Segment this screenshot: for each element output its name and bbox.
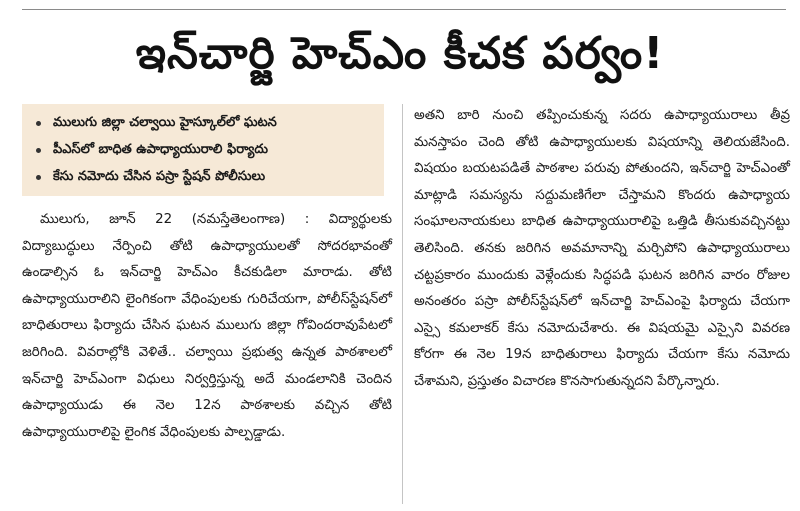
body-paragraph: అతని బారి నుంచి తప్పించుకున్న సదరు ఉపాధ్యాయురాలు తీవ్ర మనస్తాపం చెంది తోటి ఉపాధ్యాయులకు విషయాన్ని తెలియజేసింది. విషయం బయటపడితే పాఠశాల పరువు పోతుందని, ఇన్‌చార్జి హెచ్‌ఎంతో మాట్లాడి సమస్యను సద్దుమణిగేలా చేస్తామని కొందరు ఉపాధ్యాయ సంఘాలనాయకులు బాధిత ఉపాధ్యాయురాలిపై ఒత్తిడి తీసుకువచ్చినట్టు తెలిసింది. తనకు జరిగిన అవమానాన్ని మర్చిపోని ఉపాధ్యాయురాలు చట్టప్రకారం ముందుకు వెళ్లేందుకు సిద్ధపడి ఘటన జరిగిన వారం రోజుల అనంతరం పస్రా పోలీస్‌స్టేషన్‌లో ఇన్‌చార్జి హెచ్‌ఎంపై ఫిర్యాదు చేయగా ఎస్సై కమలాకర్‌ కేసు నమోదుచేశారు. ఈ విషయమై ఎస్సైని వివరణ కోరగా ఈ నెల 19న బాధితురాలు ఫిర్యాదు చేయగా కేసు నమోదు చేశామని, ప్రస్తుతం విచారణ కొనసాగుతున్నదని పేర్కొన్నారు. [414, 108, 790, 389]
article-body-right-column [414, 103, 790, 396]
top-rule [22, 9, 786, 10]
highlight-item [36, 164, 378, 191]
bullet-icon [36, 175, 41, 180]
highlight-item [36, 110, 378, 137]
bullet-icon [36, 148, 41, 153]
body-paragraph: ములుగు, జూన్‌ 22 (నమస్తేతెలంగాణ) : విద్యార్థులకు విద్యాబుద్ధులు నేర్పించి తోటి ఉపాధ్యాయులతో సోదరభావంతో ఉండాల్సిన ఓ ఇన్‌చార్జి హెచ్‌ఎం కీచకుడిలా మారాడు. తోటి ఉపాధ్యాయురాలిని లైంగికంగా వేధింపులకు గురిచేయగా, పోలీస్‌స్టేషన్‌లో బాధితురాలు ఫిర్యాదు చేసిన ఘటన ములుగు జిల్లా గోవిందరావుపేటలో జరిగింది. వివరాల్లోకి వెళితే.. చల్వాయి ప్రభుత్వ ఉన్నత పాఠశాలలో ఇన్‌చార్జి హెచ్‌ఎంగా విధులు నిర్వర్తిస్తున్న అదే మండలానికి చెందిన ఉపాధ్యాయుడు ఈ నెల 12న పాఠశాలకు వచ్చిన తోటి ఉపాధ్యాయురాలిపై లైంగిక వేధింపులకు పాల్పడ్డాడు. [22, 212, 392, 440]
article-body-left-column [22, 207, 392, 446]
headline: ఇన్‌చార్జి హెచ్‌ఎం కీచక పర్వం! [135, 28, 665, 79]
highlight-text: పీఎస్‌లో బాధిత ఉపాధ్యాయురాలి ఫిర్యాదు [53, 141, 269, 157]
bullet-icon [36, 121, 41, 126]
highlight-text: కేసు నమోదు చేసిన పస్రా స్టేషన్‌ పోలీసులు [53, 168, 266, 184]
highlight-text: ములుగు జిల్లా చల్వాయి హైస్కూల్‌లో ఘటన [53, 114, 277, 130]
highlight-item [36, 137, 378, 164]
column-divider [402, 104, 403, 504]
highlights-box [22, 104, 384, 196]
